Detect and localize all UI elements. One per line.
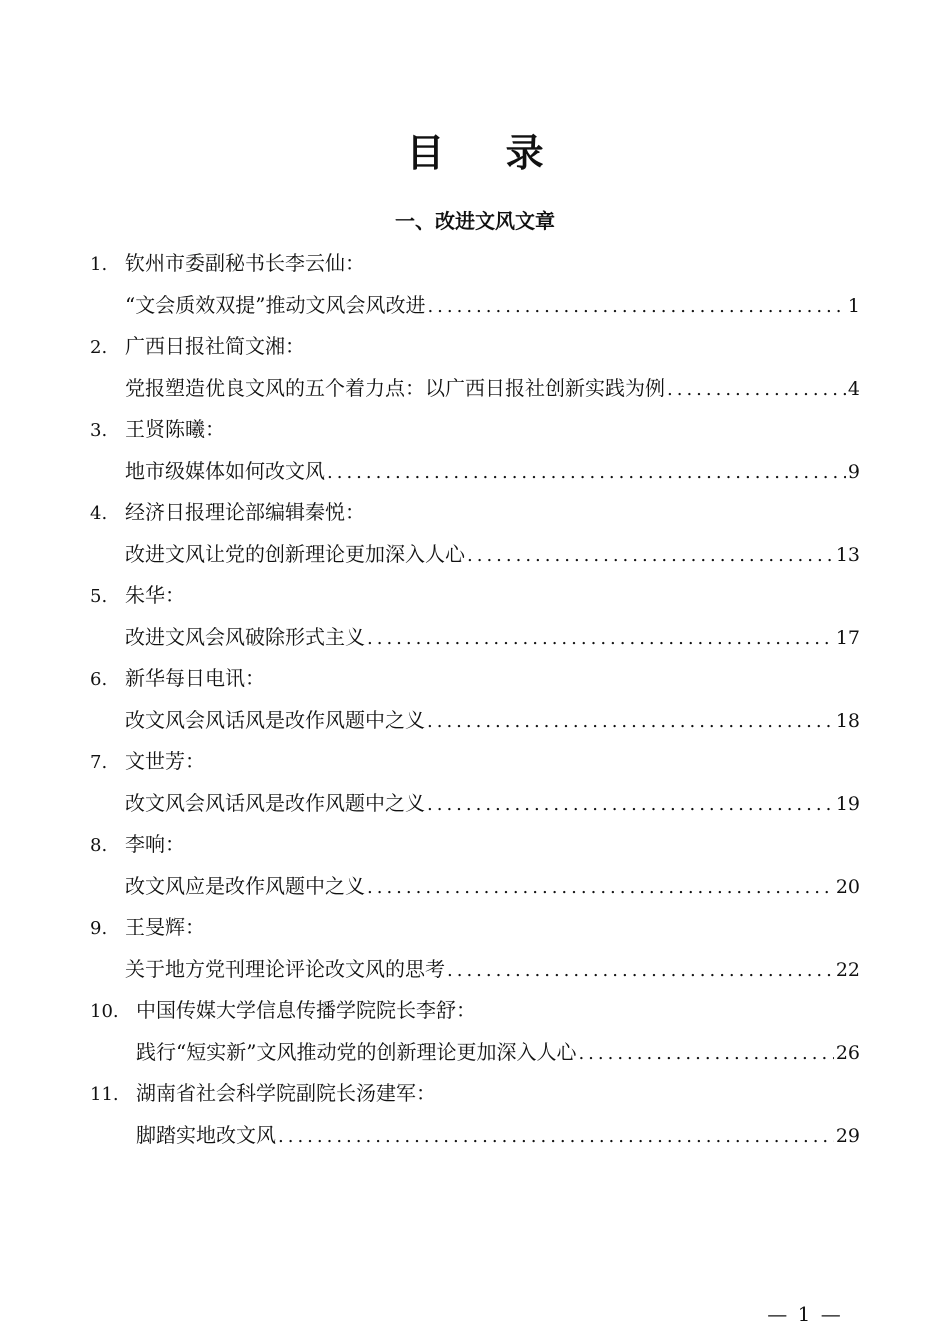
dot-leader: [367, 863, 834, 913]
entry-author: 湖南省社会科学院副院长汤建军：: [136, 1081, 436, 1105]
entry-page-number: 26: [835, 1042, 860, 1064]
entry-page-number: 18: [835, 710, 860, 732]
entry-title: 改进文风让党的创新理论更加深入人心: [125, 542, 465, 566]
toc-entry[interactable]: [90, 578, 860, 661]
entry-author: 新华每日电讯：: [125, 666, 265, 690]
dot-leader: [447, 946, 834, 996]
toc-entry[interactable]: [90, 1076, 860, 1159]
entry-page-number: 13: [835, 544, 860, 566]
entry-number: 7.: [90, 752, 108, 773]
entry-page-number: 4: [847, 378, 860, 400]
entry-author: 钦州市委副秘书长李云仙：: [125, 251, 365, 275]
toc-entry[interactable]: [90, 827, 860, 910]
toc-entry[interactable]: [90, 744, 860, 827]
section-heading: 一、改进文风文章: [395, 209, 555, 233]
dot-leader: [427, 780, 834, 830]
toc-entry[interactable]: [90, 910, 860, 993]
entry-page-number: 22: [835, 959, 860, 981]
entry-title: 改文风应是改作风题中之义: [125, 874, 365, 898]
toc-entry[interactable]: [90, 495, 860, 578]
dot-leader: [467, 531, 834, 581]
entry-author: 经济日报理论部编辑秦悦：: [125, 500, 365, 524]
dot-leader: [578, 1029, 833, 1079]
entry-title: 脚踏实地改文风: [136, 1123, 276, 1147]
entry-author: 朱华：: [125, 583, 185, 607]
entry-title: 改进文风会风破除形式主义: [125, 625, 365, 649]
toc-entry[interactable]: [90, 412, 860, 495]
entry-page-number: 17: [835, 627, 860, 649]
entry-number: 4.: [90, 503, 108, 524]
dot-leader: [327, 448, 846, 498]
entry-author: 王贤陈曦：: [125, 417, 225, 441]
toc-entry[interactable]: [90, 993, 860, 1076]
dot-leader: [278, 1112, 834, 1162]
entry-author: 广西日报社简文湘：: [125, 334, 305, 358]
entry-number: 8.: [90, 835, 108, 856]
entry-number: 5.: [90, 586, 108, 607]
entry-title: “文会质效双提”推动文风会风改进: [125, 293, 426, 317]
page-title: 目 录: [406, 130, 568, 175]
entry-number: 1.: [90, 254, 108, 275]
entry-number: 6.: [90, 669, 108, 690]
dot-leader: [427, 697, 834, 747]
dot-leader: [427, 282, 845, 332]
entry-author: 王旻辉：: [125, 915, 205, 939]
entry-number: 9.: [90, 918, 108, 939]
dot-leader: [667, 365, 846, 415]
entry-number: 10.: [90, 1001, 119, 1022]
entry-author: 李响：: [125, 832, 185, 856]
dot-leader: [367, 614, 834, 664]
entry-number: 11.: [90, 1084, 119, 1105]
table-of-contents: [90, 246, 860, 1159]
entry-author: 中国传媒大学信息传播学院院长李舒：: [136, 998, 476, 1022]
entry-number: 2.: [90, 337, 108, 358]
entry-title: 党报塑造优良文风的五个着力点：以广西日报社创新实践为例: [125, 376, 665, 400]
entry-page-number: 20: [835, 876, 860, 898]
toc-entry[interactable]: [90, 246, 860, 329]
entry-page-number: 29: [835, 1125, 860, 1147]
entry-page-number: 19: [835, 793, 860, 815]
entry-title: 改文风会风话风是改作风题中之义: [125, 791, 425, 815]
entry-number: 3.: [90, 420, 108, 441]
entry-title: 地市级媒体如何改文风: [125, 459, 325, 483]
toc-entry[interactable]: [90, 329, 860, 412]
toc-entry[interactable]: [90, 661, 860, 744]
entry-page-number: 9: [847, 461, 860, 483]
entry-author: 文世芳：: [125, 749, 205, 773]
entry-title: 践行“短实新”文风推动党的创新理论更加深入人心: [136, 1040, 577, 1064]
footer-page-number: — 1 —: [767, 1302, 843, 1326]
entry-title: 关于地方党刊理论评论改文风的思考: [125, 957, 445, 981]
entry-page-number: 1: [847, 295, 860, 317]
entry-title: 改文风会风话风是改作风题中之义: [125, 708, 425, 732]
